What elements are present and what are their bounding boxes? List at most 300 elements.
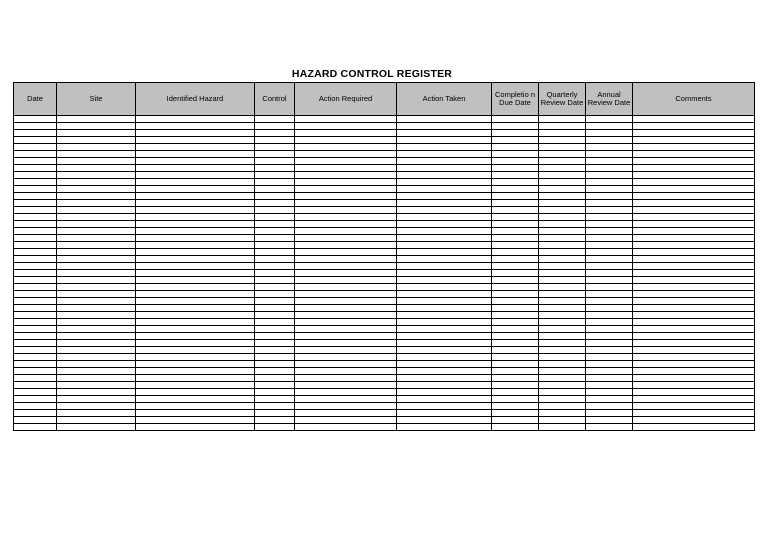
table-cell-control[interactable] bbox=[255, 284, 295, 291]
table-cell-action-required[interactable] bbox=[295, 249, 397, 256]
table-cell-completion-due-date[interactable] bbox=[492, 193, 539, 200]
table-cell-comments[interactable] bbox=[633, 263, 755, 270]
table-cell-site[interactable] bbox=[57, 424, 136, 431]
table-cell-action-taken[interactable] bbox=[397, 235, 492, 242]
table-cell-action-taken[interactable] bbox=[397, 326, 492, 333]
table-cell-site[interactable] bbox=[57, 361, 136, 368]
table-cell-quarterly-review-date[interactable] bbox=[539, 333, 586, 340]
table-cell-annual-review-date[interactable] bbox=[586, 172, 633, 179]
table-cell-quarterly-review-date[interactable] bbox=[539, 298, 586, 305]
table-cell-action-taken[interactable] bbox=[397, 263, 492, 270]
table-cell-completion-due-date[interactable] bbox=[492, 403, 539, 410]
table-cell-quarterly-review-date[interactable] bbox=[539, 242, 586, 249]
table-cell-completion-due-date[interactable] bbox=[492, 277, 539, 284]
table-cell-action-required[interactable] bbox=[295, 354, 397, 361]
table-cell-action-taken[interactable] bbox=[397, 144, 492, 151]
table-cell-action-required[interactable] bbox=[295, 333, 397, 340]
table-cell-action-taken[interactable] bbox=[397, 270, 492, 277]
table-cell-identified-hazard[interactable] bbox=[136, 179, 255, 186]
table-cell-site[interactable] bbox=[57, 263, 136, 270]
table-cell-action-taken[interactable] bbox=[397, 193, 492, 200]
table-cell-annual-review-date[interactable] bbox=[586, 417, 633, 424]
table-cell-date[interactable] bbox=[14, 354, 57, 361]
table-cell-identified-hazard[interactable] bbox=[136, 389, 255, 396]
table-cell-action-required[interactable] bbox=[295, 312, 397, 319]
table-cell-identified-hazard[interactable] bbox=[136, 186, 255, 193]
table-cell-control[interactable] bbox=[255, 172, 295, 179]
table-cell-annual-review-date[interactable] bbox=[586, 151, 633, 158]
table-cell-completion-due-date[interactable] bbox=[492, 347, 539, 354]
table-cell-comments[interactable] bbox=[633, 158, 755, 165]
table-cell-control[interactable] bbox=[255, 263, 295, 270]
table-cell-comments[interactable] bbox=[633, 417, 755, 424]
table-cell-date[interactable] bbox=[14, 270, 57, 277]
table-cell-site[interactable] bbox=[57, 396, 136, 403]
table-cell-quarterly-review-date[interactable] bbox=[539, 235, 586, 242]
table-cell-quarterly-review-date[interactable] bbox=[539, 116, 586, 123]
table-cell-date[interactable] bbox=[14, 368, 57, 375]
table-cell-action-taken[interactable] bbox=[397, 389, 492, 396]
table-cell-date[interactable] bbox=[14, 158, 57, 165]
table-cell-comments[interactable] bbox=[633, 319, 755, 326]
table-cell-control[interactable] bbox=[255, 396, 295, 403]
table-cell-site[interactable] bbox=[57, 347, 136, 354]
table-cell-quarterly-review-date[interactable] bbox=[539, 403, 586, 410]
table-cell-action-required[interactable] bbox=[295, 179, 397, 186]
table-cell-annual-review-date[interactable] bbox=[586, 347, 633, 354]
table-cell-completion-due-date[interactable] bbox=[492, 249, 539, 256]
table-cell-action-required[interactable] bbox=[295, 263, 397, 270]
table-cell-action-required[interactable] bbox=[295, 221, 397, 228]
table-cell-quarterly-review-date[interactable] bbox=[539, 165, 586, 172]
table-cell-action-required[interactable] bbox=[295, 375, 397, 382]
table-cell-identified-hazard[interactable] bbox=[136, 116, 255, 123]
table-cell-identified-hazard[interactable] bbox=[136, 340, 255, 347]
table-cell-action-taken[interactable] bbox=[397, 312, 492, 319]
table-cell-annual-review-date[interactable] bbox=[586, 368, 633, 375]
table-cell-date[interactable] bbox=[14, 172, 57, 179]
table-cell-site[interactable] bbox=[57, 123, 136, 130]
table-cell-quarterly-review-date[interactable] bbox=[539, 151, 586, 158]
table-cell-date[interactable] bbox=[14, 424, 57, 431]
table-cell-action-taken[interactable] bbox=[397, 207, 492, 214]
table-cell-site[interactable] bbox=[57, 186, 136, 193]
table-cell-completion-due-date[interactable] bbox=[492, 130, 539, 137]
table-cell-action-required[interactable] bbox=[295, 256, 397, 263]
table-cell-action-required[interactable] bbox=[295, 326, 397, 333]
table-cell-completion-due-date[interactable] bbox=[492, 158, 539, 165]
table-cell-identified-hazard[interactable] bbox=[136, 417, 255, 424]
table-cell-identified-hazard[interactable] bbox=[136, 382, 255, 389]
table-cell-annual-review-date[interactable] bbox=[586, 389, 633, 396]
table-cell-control[interactable] bbox=[255, 368, 295, 375]
table-cell-comments[interactable] bbox=[633, 214, 755, 221]
table-cell-site[interactable] bbox=[57, 116, 136, 123]
table-cell-identified-hazard[interactable] bbox=[136, 200, 255, 207]
table-cell-comments[interactable] bbox=[633, 396, 755, 403]
table-cell-action-taken[interactable] bbox=[397, 368, 492, 375]
table-cell-identified-hazard[interactable] bbox=[136, 228, 255, 235]
table-cell-quarterly-review-date[interactable] bbox=[539, 291, 586, 298]
table-cell-completion-due-date[interactable] bbox=[492, 256, 539, 263]
table-cell-action-required[interactable] bbox=[295, 116, 397, 123]
table-cell-control[interactable] bbox=[255, 319, 295, 326]
table-cell-action-taken[interactable] bbox=[397, 403, 492, 410]
table-cell-control[interactable] bbox=[255, 186, 295, 193]
table-cell-control[interactable] bbox=[255, 144, 295, 151]
table-cell-control[interactable] bbox=[255, 417, 295, 424]
table-cell-action-taken[interactable] bbox=[397, 298, 492, 305]
table-cell-completion-due-date[interactable] bbox=[492, 235, 539, 242]
table-cell-site[interactable] bbox=[57, 137, 136, 144]
table-cell-quarterly-review-date[interactable] bbox=[539, 305, 586, 312]
table-cell-action-taken[interactable] bbox=[397, 256, 492, 263]
table-cell-site[interactable] bbox=[57, 277, 136, 284]
table-cell-date[interactable] bbox=[14, 340, 57, 347]
table-cell-completion-due-date[interactable] bbox=[492, 186, 539, 193]
table-cell-site[interactable] bbox=[57, 242, 136, 249]
table-cell-annual-review-date[interactable] bbox=[586, 186, 633, 193]
table-cell-control[interactable] bbox=[255, 165, 295, 172]
table-cell-annual-review-date[interactable] bbox=[586, 340, 633, 347]
table-cell-action-taken[interactable] bbox=[397, 424, 492, 431]
table-cell-completion-due-date[interactable] bbox=[492, 340, 539, 347]
table-cell-completion-due-date[interactable] bbox=[492, 375, 539, 382]
table-cell-control[interactable] bbox=[255, 277, 295, 284]
table-cell-quarterly-review-date[interactable] bbox=[539, 326, 586, 333]
table-cell-site[interactable] bbox=[57, 340, 136, 347]
table-cell-site[interactable] bbox=[57, 333, 136, 340]
table-cell-date[interactable] bbox=[14, 277, 57, 284]
table-cell-action-required[interactable] bbox=[295, 144, 397, 151]
table-cell-date[interactable] bbox=[14, 396, 57, 403]
table-cell-quarterly-review-date[interactable] bbox=[539, 186, 586, 193]
table-cell-action-required[interactable] bbox=[295, 165, 397, 172]
table-cell-action-required[interactable] bbox=[295, 277, 397, 284]
table-cell-comments[interactable] bbox=[633, 137, 755, 144]
table-cell-identified-hazard[interactable] bbox=[136, 326, 255, 333]
table-cell-completion-due-date[interactable] bbox=[492, 382, 539, 389]
table-cell-action-required[interactable] bbox=[295, 368, 397, 375]
table-cell-comments[interactable] bbox=[633, 403, 755, 410]
table-cell-comments[interactable] bbox=[633, 144, 755, 151]
table-cell-completion-due-date[interactable] bbox=[492, 116, 539, 123]
table-cell-action-taken[interactable] bbox=[397, 333, 492, 340]
table-cell-date[interactable] bbox=[14, 389, 57, 396]
table-cell-control[interactable] bbox=[255, 389, 295, 396]
table-cell-action-required[interactable] bbox=[295, 228, 397, 235]
table-cell-annual-review-date[interactable] bbox=[586, 179, 633, 186]
table-cell-identified-hazard[interactable] bbox=[136, 312, 255, 319]
table-cell-annual-review-date[interactable] bbox=[586, 263, 633, 270]
table-cell-completion-due-date[interactable] bbox=[492, 284, 539, 291]
table-cell-quarterly-review-date[interactable] bbox=[539, 158, 586, 165]
table-cell-action-required[interactable] bbox=[295, 410, 397, 417]
table-cell-site[interactable] bbox=[57, 207, 136, 214]
table-cell-annual-review-date[interactable] bbox=[586, 207, 633, 214]
table-cell-comments[interactable] bbox=[633, 228, 755, 235]
table-cell-action-required[interactable] bbox=[295, 137, 397, 144]
table-cell-comments[interactable] bbox=[633, 312, 755, 319]
table-cell-action-taken[interactable] bbox=[397, 382, 492, 389]
table-cell-control[interactable] bbox=[255, 270, 295, 277]
table-cell-control[interactable] bbox=[255, 298, 295, 305]
table-cell-action-required[interactable] bbox=[295, 186, 397, 193]
table-cell-action-taken[interactable] bbox=[397, 277, 492, 284]
table-cell-date[interactable] bbox=[14, 214, 57, 221]
table-cell-action-required[interactable] bbox=[295, 298, 397, 305]
table-cell-annual-review-date[interactable] bbox=[586, 284, 633, 291]
table-cell-date[interactable] bbox=[14, 284, 57, 291]
table-cell-control[interactable] bbox=[255, 158, 295, 165]
table-cell-control[interactable] bbox=[255, 312, 295, 319]
table-cell-site[interactable] bbox=[57, 193, 136, 200]
table-cell-quarterly-review-date[interactable] bbox=[539, 263, 586, 270]
table-cell-site[interactable] bbox=[57, 221, 136, 228]
table-cell-action-required[interactable] bbox=[295, 291, 397, 298]
table-cell-site[interactable] bbox=[57, 319, 136, 326]
table-cell-action-taken[interactable] bbox=[397, 319, 492, 326]
table-cell-date[interactable] bbox=[14, 403, 57, 410]
table-cell-date[interactable] bbox=[14, 207, 57, 214]
table-cell-action-required[interactable] bbox=[295, 284, 397, 291]
table-cell-date[interactable] bbox=[14, 298, 57, 305]
table-cell-control[interactable] bbox=[255, 123, 295, 130]
table-cell-identified-hazard[interactable] bbox=[136, 242, 255, 249]
table-cell-annual-review-date[interactable] bbox=[586, 361, 633, 368]
table-cell-quarterly-review-date[interactable] bbox=[539, 340, 586, 347]
table-cell-site[interactable] bbox=[57, 326, 136, 333]
table-cell-comments[interactable] bbox=[633, 361, 755, 368]
table-cell-date[interactable] bbox=[14, 228, 57, 235]
table-cell-quarterly-review-date[interactable] bbox=[539, 312, 586, 319]
table-cell-action-required[interactable] bbox=[295, 172, 397, 179]
table-cell-quarterly-review-date[interactable] bbox=[539, 277, 586, 284]
table-cell-completion-due-date[interactable] bbox=[492, 200, 539, 207]
table-cell-quarterly-review-date[interactable] bbox=[539, 137, 586, 144]
table-cell-action-taken[interactable] bbox=[397, 347, 492, 354]
table-cell-annual-review-date[interactable] bbox=[586, 375, 633, 382]
table-cell-identified-hazard[interactable] bbox=[136, 144, 255, 151]
table-cell-action-required[interactable] bbox=[295, 396, 397, 403]
table-cell-date[interactable] bbox=[14, 312, 57, 319]
table-cell-quarterly-review-date[interactable] bbox=[539, 361, 586, 368]
table-cell-control[interactable] bbox=[255, 256, 295, 263]
table-cell-annual-review-date[interactable] bbox=[586, 242, 633, 249]
table-cell-control[interactable] bbox=[255, 193, 295, 200]
table-cell-action-taken[interactable] bbox=[397, 214, 492, 221]
table-cell-site[interactable] bbox=[57, 214, 136, 221]
table-cell-completion-due-date[interactable] bbox=[492, 242, 539, 249]
table-cell-annual-review-date[interactable] bbox=[586, 144, 633, 151]
table-cell-completion-due-date[interactable] bbox=[492, 179, 539, 186]
table-cell-action-required[interactable] bbox=[295, 242, 397, 249]
table-cell-identified-hazard[interactable] bbox=[136, 396, 255, 403]
table-cell-annual-review-date[interactable] bbox=[586, 312, 633, 319]
table-cell-comments[interactable] bbox=[633, 249, 755, 256]
table-cell-quarterly-review-date[interactable] bbox=[539, 221, 586, 228]
table-cell-date[interactable] bbox=[14, 235, 57, 242]
table-cell-action-required[interactable] bbox=[295, 193, 397, 200]
table-cell-identified-hazard[interactable] bbox=[136, 277, 255, 284]
table-cell-identified-hazard[interactable] bbox=[136, 158, 255, 165]
table-cell-identified-hazard[interactable] bbox=[136, 249, 255, 256]
table-cell-site[interactable] bbox=[57, 403, 136, 410]
table-cell-control[interactable] bbox=[255, 403, 295, 410]
table-cell-annual-review-date[interactable] bbox=[586, 165, 633, 172]
table-cell-quarterly-review-date[interactable] bbox=[539, 179, 586, 186]
table-cell-comments[interactable] bbox=[633, 221, 755, 228]
table-cell-date[interactable] bbox=[14, 382, 57, 389]
table-cell-control[interactable] bbox=[255, 151, 295, 158]
table-cell-quarterly-review-date[interactable] bbox=[539, 172, 586, 179]
table-cell-action-required[interactable] bbox=[295, 361, 397, 368]
table-cell-site[interactable] bbox=[57, 144, 136, 151]
table-cell-identified-hazard[interactable] bbox=[136, 256, 255, 263]
table-cell-quarterly-review-date[interactable] bbox=[539, 389, 586, 396]
table-cell-control[interactable] bbox=[255, 305, 295, 312]
table-cell-control[interactable] bbox=[255, 207, 295, 214]
table-cell-completion-due-date[interactable] bbox=[492, 312, 539, 319]
table-cell-identified-hazard[interactable] bbox=[136, 263, 255, 270]
table-cell-comments[interactable] bbox=[633, 193, 755, 200]
table-cell-quarterly-review-date[interactable] bbox=[539, 249, 586, 256]
table-cell-quarterly-review-date[interactable] bbox=[539, 123, 586, 130]
table-cell-date[interactable] bbox=[14, 263, 57, 270]
table-cell-action-taken[interactable] bbox=[397, 130, 492, 137]
table-cell-completion-due-date[interactable] bbox=[492, 137, 539, 144]
table-cell-completion-due-date[interactable] bbox=[492, 410, 539, 417]
table-cell-site[interactable] bbox=[57, 200, 136, 207]
table-cell-quarterly-review-date[interactable] bbox=[539, 144, 586, 151]
table-cell-comments[interactable] bbox=[633, 270, 755, 277]
table-cell-quarterly-review-date[interactable] bbox=[539, 207, 586, 214]
table-cell-quarterly-review-date[interactable] bbox=[539, 417, 586, 424]
table-cell-action-taken[interactable] bbox=[397, 242, 492, 249]
table-cell-site[interactable] bbox=[57, 256, 136, 263]
table-cell-completion-due-date[interactable] bbox=[492, 389, 539, 396]
table-cell-completion-due-date[interactable] bbox=[492, 319, 539, 326]
table-cell-action-required[interactable] bbox=[295, 305, 397, 312]
table-cell-action-taken[interactable] bbox=[397, 249, 492, 256]
table-cell-completion-due-date[interactable] bbox=[492, 361, 539, 368]
table-cell-date[interactable] bbox=[14, 319, 57, 326]
table-cell-completion-due-date[interactable] bbox=[492, 305, 539, 312]
table-cell-identified-hazard[interactable] bbox=[136, 368, 255, 375]
table-cell-date[interactable] bbox=[14, 179, 57, 186]
table-cell-annual-review-date[interactable] bbox=[586, 382, 633, 389]
table-cell-annual-review-date[interactable] bbox=[586, 130, 633, 137]
table-cell-completion-due-date[interactable] bbox=[492, 207, 539, 214]
table-cell-annual-review-date[interactable] bbox=[586, 200, 633, 207]
table-cell-annual-review-date[interactable] bbox=[586, 256, 633, 263]
table-cell-identified-hazard[interactable] bbox=[136, 305, 255, 312]
table-cell-annual-review-date[interactable] bbox=[586, 319, 633, 326]
table-cell-action-taken[interactable] bbox=[397, 417, 492, 424]
table-cell-date[interactable] bbox=[14, 151, 57, 158]
table-cell-annual-review-date[interactable] bbox=[586, 235, 633, 242]
table-cell-action-required[interactable] bbox=[295, 382, 397, 389]
table-cell-control[interactable] bbox=[255, 410, 295, 417]
table-cell-control[interactable] bbox=[255, 333, 295, 340]
table-cell-comments[interactable] bbox=[633, 340, 755, 347]
table-cell-site[interactable] bbox=[57, 151, 136, 158]
table-cell-identified-hazard[interactable] bbox=[136, 284, 255, 291]
table-cell-date[interactable] bbox=[14, 221, 57, 228]
table-cell-site[interactable] bbox=[57, 284, 136, 291]
table-cell-control[interactable] bbox=[255, 200, 295, 207]
table-cell-completion-due-date[interactable] bbox=[492, 291, 539, 298]
table-cell-quarterly-review-date[interactable] bbox=[539, 368, 586, 375]
table-cell-action-taken[interactable] bbox=[397, 151, 492, 158]
table-cell-control[interactable] bbox=[255, 340, 295, 347]
table-cell-quarterly-review-date[interactable] bbox=[539, 284, 586, 291]
table-cell-control[interactable] bbox=[255, 179, 295, 186]
table-cell-identified-hazard[interactable] bbox=[136, 424, 255, 431]
table-cell-comments[interactable] bbox=[633, 165, 755, 172]
table-cell-annual-review-date[interactable] bbox=[586, 193, 633, 200]
table-cell-quarterly-review-date[interactable] bbox=[539, 214, 586, 221]
table-cell-control[interactable] bbox=[255, 116, 295, 123]
table-cell-annual-review-date[interactable] bbox=[586, 137, 633, 144]
table-cell-control[interactable] bbox=[255, 361, 295, 368]
table-cell-site[interactable] bbox=[57, 158, 136, 165]
table-cell-comments[interactable] bbox=[633, 354, 755, 361]
table-cell-completion-due-date[interactable] bbox=[492, 221, 539, 228]
table-cell-comments[interactable] bbox=[633, 116, 755, 123]
table-cell-completion-due-date[interactable] bbox=[492, 172, 539, 179]
table-cell-completion-due-date[interactable] bbox=[492, 368, 539, 375]
table-cell-comments[interactable] bbox=[633, 123, 755, 130]
table-cell-date[interactable] bbox=[14, 242, 57, 249]
table-cell-completion-due-date[interactable] bbox=[492, 424, 539, 431]
table-cell-site[interactable] bbox=[57, 235, 136, 242]
table-cell-date[interactable] bbox=[14, 291, 57, 298]
table-cell-site[interactable] bbox=[57, 172, 136, 179]
table-cell-control[interactable] bbox=[255, 228, 295, 235]
table-cell-quarterly-review-date[interactable] bbox=[539, 193, 586, 200]
table-cell-action-taken[interactable] bbox=[397, 375, 492, 382]
table-cell-site[interactable] bbox=[57, 410, 136, 417]
table-cell-action-required[interactable] bbox=[295, 235, 397, 242]
table-cell-site[interactable] bbox=[57, 228, 136, 235]
table-cell-identified-hazard[interactable] bbox=[136, 214, 255, 221]
table-cell-date[interactable] bbox=[14, 193, 57, 200]
table-cell-identified-hazard[interactable] bbox=[136, 137, 255, 144]
table-cell-control[interactable] bbox=[255, 137, 295, 144]
table-cell-completion-due-date[interactable] bbox=[492, 326, 539, 333]
table-cell-date[interactable] bbox=[14, 186, 57, 193]
table-cell-completion-due-date[interactable] bbox=[492, 298, 539, 305]
table-cell-comments[interactable] bbox=[633, 235, 755, 242]
table-cell-date[interactable] bbox=[14, 165, 57, 172]
table-cell-comments[interactable] bbox=[633, 207, 755, 214]
table-cell-action-required[interactable] bbox=[295, 347, 397, 354]
table-cell-action-taken[interactable] bbox=[397, 228, 492, 235]
table-cell-control[interactable] bbox=[255, 221, 295, 228]
table-cell-completion-due-date[interactable] bbox=[492, 214, 539, 221]
table-cell-action-taken[interactable] bbox=[397, 158, 492, 165]
table-cell-action-required[interactable] bbox=[295, 340, 397, 347]
table-cell-site[interactable] bbox=[57, 298, 136, 305]
table-cell-comments[interactable] bbox=[633, 375, 755, 382]
table-cell-identified-hazard[interactable] bbox=[136, 291, 255, 298]
table-cell-identified-hazard[interactable] bbox=[136, 319, 255, 326]
table-cell-identified-hazard[interactable] bbox=[136, 354, 255, 361]
table-cell-quarterly-review-date[interactable] bbox=[539, 270, 586, 277]
table-cell-quarterly-review-date[interactable] bbox=[539, 319, 586, 326]
table-cell-identified-hazard[interactable] bbox=[136, 361, 255, 368]
